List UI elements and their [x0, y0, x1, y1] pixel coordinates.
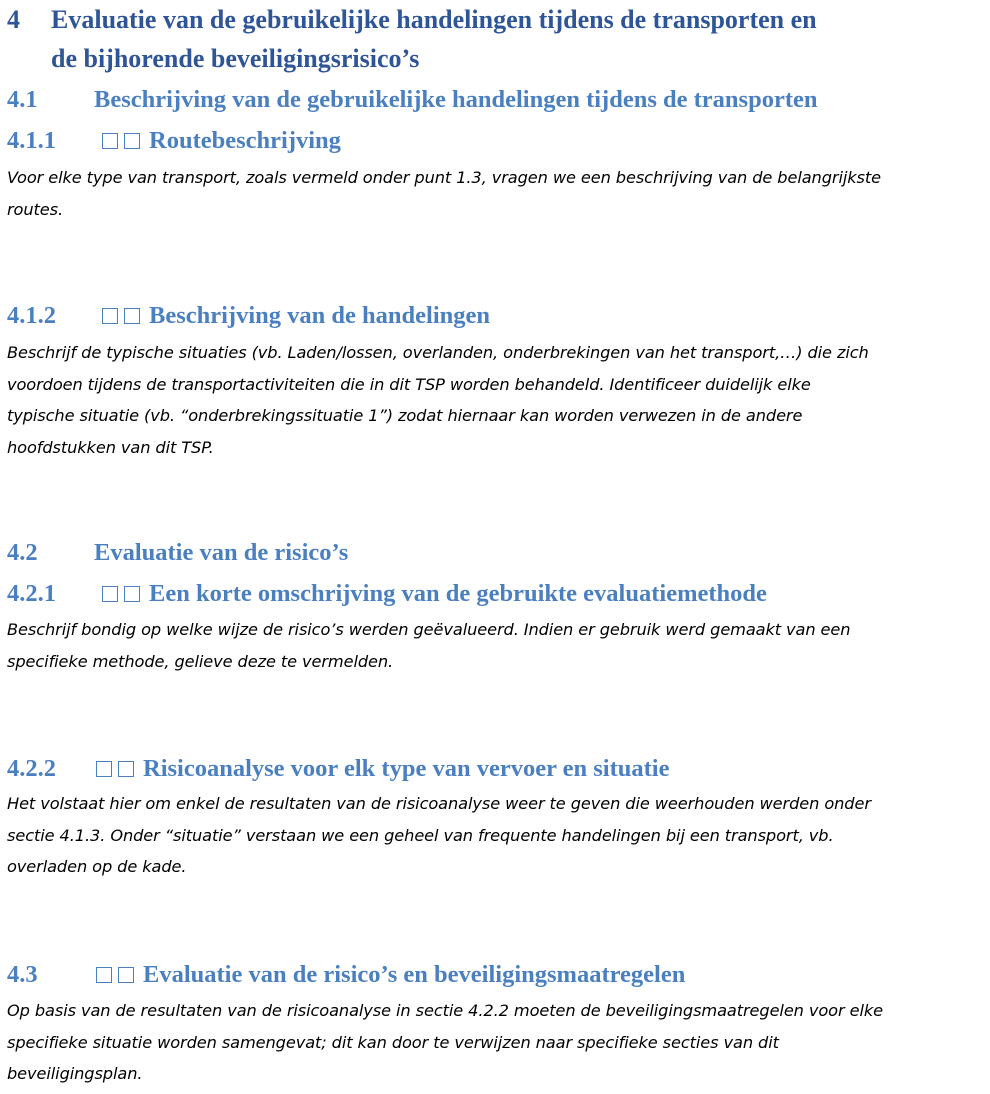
checkbox-icon[interactable]: [124, 308, 140, 324]
heading-title: Een korte omschrijving van de gebruikte evaluatiemethode: [149, 580, 767, 607]
paragraph-line: specifieke methode, gelieve deze te vermelden.: [7, 651, 394, 671]
heading-4-1: [7, 84, 817, 116]
heading-4-2: [7, 537, 348, 569]
heading-4-1-2: [7, 300, 490, 332]
heading-number: 4.2.2: [7, 755, 56, 782]
heading-number: 4.1.1: [7, 127, 56, 154]
heading-4-2-1: [7, 578, 767, 610]
paragraph-line: voordoen tijdens de transportactiviteiten die in dit TSP worden behandeld. Identificeer duidelijk elke: [7, 374, 811, 394]
heading-number: 4.2.1: [7, 580, 56, 607]
paragraph-line: typische situatie (vb. “onderbrekingssituatie 1”) zodat hiernaar kan worden verwezen in de andere: [7, 406, 803, 425]
heading-title: Risicoanalyse voor elk type van vervoer en situatie: [143, 755, 670, 782]
checkbox-icon[interactable]: [96, 967, 112, 983]
paragraph-line: overladen op de kade.: [7, 857, 187, 876]
paragraph-4-2-2: [7, 788, 985, 883]
paragraph-4-2-1: [7, 614, 985, 677]
paragraph-line: beveiligingsplan.: [7, 1064, 143, 1083]
checkbox-icon[interactable]: [118, 967, 134, 983]
checkbox-icon[interactable]: [102, 133, 118, 149]
checkbox-icon[interactable]: [102, 586, 118, 602]
heading-4-1-1: [7, 125, 341, 157]
paragraph-4-1-2: [7, 337, 985, 463]
checkbox-icon[interactable]: [124, 586, 140, 602]
paragraph-line: Beschrijf bondig op welke wijze de risico’s werden geëvalueerd. Indien er gebruik werd gemaakt van een: [7, 620, 851, 639]
checkbox-icon[interactable]: [124, 133, 140, 149]
heading-4: [7, 0, 817, 78]
heading-number: 4.1: [7, 86, 38, 113]
heading-4-2-2: [7, 753, 669, 785]
heading-number: 4.1.2: [7, 302, 56, 329]
heading-4-3: [7, 959, 685, 991]
heading-title: Beschrijving van de gebruikelijke handelingen tijdens de transporten: [94, 86, 818, 113]
heading-title: Evaluatie van de risico’s: [94, 539, 349, 566]
heading-number: 4.3: [7, 961, 38, 988]
paragraph-line: Het volstaat hier om enkel de resultaten van de risicoanalyse weer te geven die weerhouden werden onder: [7, 794, 871, 813]
heading-title: Evaluatie van de gebruikelijke handelingen tijdens de transporten en: [51, 5, 817, 34]
heading-title: Beschrijving van de handelingen: [149, 302, 491, 329]
checkbox-icon[interactable]: [118, 761, 134, 777]
paragraph-line: Op basis van de resultaten van de risicoanalyse in sectie 4.2.2 moeten de beveiligingsmaatregelen voor elke: [7, 1001, 883, 1020]
paragraph-4-1-1: [7, 162, 985, 225]
paragraph-line: specifieke situatie worden samengevat; dit kan door te verwijzen naar specifieke secties van dit: [7, 1032, 779, 1052]
paragraph-line: hoofdstukken van dit TSP.: [7, 437, 214, 457]
heading-4-line1: [7, 0, 817, 39]
paragraph-line: Voor elke type van transport, zoals vermeld onder punt 1.3, vragen we een beschrijving van de belangrijkste: [7, 168, 881, 187]
checkbox-icon[interactable]: [96, 761, 112, 777]
paragraph-line: sectie 4.1.3. Onder “situatie” verstaan we een geheel van frequente handelingen bij een transport, vb.: [7, 825, 834, 845]
paragraph-line: Beschrijf de typische situaties (vb. Laden/lossen, overlanden, onderbrekingen van het transport,…) die zich: [7, 343, 869, 362]
heading-title: Evaluatie van de risico’s en beveiligingsmaatregelen: [143, 961, 686, 988]
checkbox-icon[interactable]: [102, 308, 118, 324]
heading-4-line2: de bijhorende beveiligingsrisico’s: [51, 44, 420, 73]
heading-number: 4.2: [7, 539, 38, 566]
heading-title: Routebeschrijving: [149, 127, 341, 154]
paragraph-line: routes.: [7, 199, 64, 219]
paragraph-4-3: [7, 995, 985, 1090]
heading-number: 4: [7, 5, 20, 34]
